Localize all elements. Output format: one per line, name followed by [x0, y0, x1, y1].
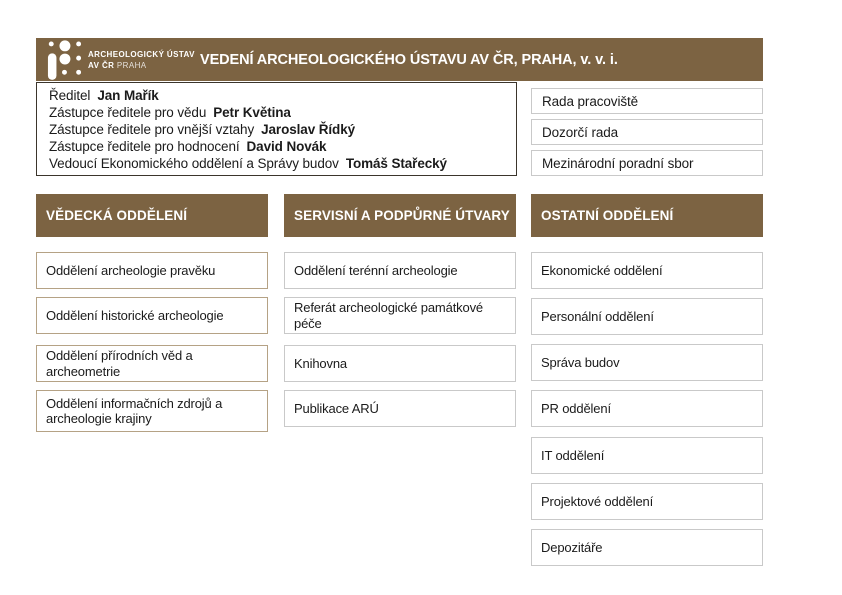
- person-name: David Novák: [246, 139, 327, 154]
- leadership-box: [36, 82, 517, 176]
- role-label: Zástupce ředitele pro hodnocení: [49, 139, 240, 154]
- leadership-entry: [49, 138, 504, 155]
- header-bar: [36, 38, 763, 81]
- role-label: Vedoucí Ekonomického oddělení a Správy budov: [49, 156, 339, 171]
- leadership-entry: [49, 87, 504, 104]
- dept-box: Oddělení archeologie pravěku: [36, 252, 268, 289]
- dept-box: PR oddělení: [531, 390, 763, 427]
- dept-box: Oddělení terénní archeologie: [284, 252, 516, 289]
- dept-box: Oddělení historické archeologie: [36, 297, 268, 334]
- person-name: Tomáš Stařecký: [345, 156, 447, 171]
- logo-line1: ARCHEOLOGICKÝ ÚSTAV: [88, 49, 195, 59]
- dept-box: Správa budov: [531, 344, 763, 381]
- person-name: Petr Květina: [213, 105, 291, 120]
- role-label: Ředitel: [49, 88, 91, 103]
- dept-box: Projektové oddělení: [531, 483, 763, 520]
- leadership-entry: [49, 121, 504, 138]
- person-name: Jan Mařík: [97, 88, 159, 103]
- column-header-vedecka-oddeleni: VĚDECKÁ ODDĚLENÍ: [36, 194, 268, 237]
- dept-box: Oddělení informačních zdrojů a archeologie krajiny: [36, 390, 268, 432]
- dept-box: Knihovna: [284, 345, 516, 382]
- dept-box: Publikace ARÚ: [284, 390, 516, 427]
- page-title: VEDENÍ ARCHEOLOGICKÉHO ÚSTAVU AV ČR, PRAHA, v. v. i.: [200, 51, 618, 68]
- role-label: Zástupce ředitele pro vnější vztahy: [49, 122, 255, 137]
- column-header-ostatni-oddeleni: OSTATNÍ ODDĚLENÍ: [531, 194, 763, 237]
- role-label: Zástupce ředitele pro vědu: [49, 105, 207, 120]
- column-header-servisni-utvary: SERVISNÍ A PODPŮRNÉ ÚTVARY: [284, 194, 516, 237]
- dept-box: IT oddělení: [531, 437, 763, 474]
- leadership-entry: [49, 155, 504, 172]
- aru-dots-logo-icon: [47, 40, 81, 80]
- dept-box: Personální oddělení: [531, 298, 763, 335]
- dept-box: Oddělení přírodních věd a archeometrie: [36, 345, 268, 382]
- person-name: Jaroslav Řídký: [261, 122, 356, 137]
- board-box-dozorci-rada: Dozorčí rada: [531, 119, 763, 145]
- logo-wordmark: [88, 49, 195, 71]
- board-box-mezinarodni-poradni-sbor: Mezinárodní poradní sbor: [531, 150, 763, 176]
- board-box-rada-pracoviste: Rada pracoviště: [531, 88, 763, 114]
- dept-box: Referát archeologické památkové péče: [284, 297, 516, 334]
- dept-box: Ekonomické oddělení: [531, 252, 763, 289]
- dept-box: Depozitáře: [531, 529, 763, 566]
- institute-logo: [47, 40, 195, 80]
- leadership-entry: [49, 104, 504, 121]
- logo-line2: AV ČR PRAHA: [88, 60, 147, 70]
